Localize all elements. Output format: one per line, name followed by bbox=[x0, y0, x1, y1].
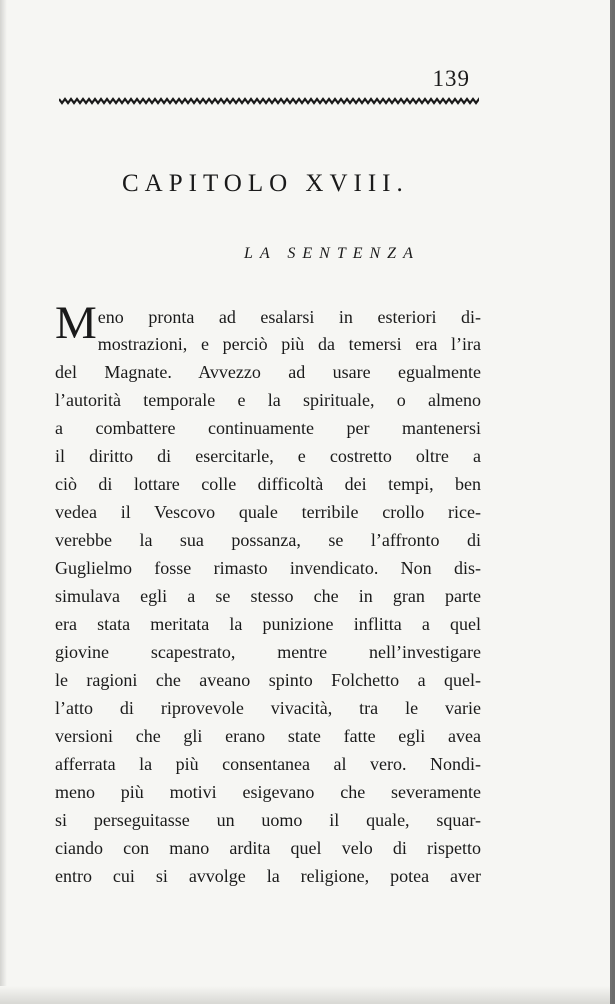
chapter-title: CAPITOLO XVIII. bbox=[122, 170, 409, 197]
page-number: 139 bbox=[432, 66, 470, 91]
text-line: a combattere continuamente per mantenersi bbox=[55, 418, 481, 438]
text-line: versioni che gli erano state fatte egli avea bbox=[55, 726, 481, 746]
text-line: simulava egli a se stesso che in gran parte bbox=[55, 586, 481, 606]
text-line: si perseguitasse un uomo il quale, squar- bbox=[55, 810, 481, 830]
text-line: ciando con mano ardita quel velo di rispetto bbox=[55, 838, 481, 858]
page-gutter-shadow bbox=[0, 0, 7, 1004]
text-line: del Magnate. Avvezzo ad usare egualmente bbox=[55, 362, 481, 382]
text-line: ciò di lottare colle difficoltà dei tempi, ben bbox=[55, 474, 481, 494]
text-line: l’autorità temporale e la spirituale, o almeno bbox=[55, 390, 481, 410]
text-line: Guglielmo fosse rimasto invendicato. Non dis- bbox=[55, 558, 481, 578]
page-bottom-shadow bbox=[0, 986, 610, 1004]
text-line: giovine scapestrato, mentre nell’investigare bbox=[55, 642, 481, 662]
text-line: meno più motivi esigevano che severamente bbox=[55, 782, 481, 802]
text-line: era stata meritata la punizione inflitta a quel bbox=[55, 614, 481, 634]
text-line: entro cui si avvolge la religione, potea aver bbox=[55, 866, 481, 886]
main-text bbox=[55, 297, 481, 890]
text-line: verebbe la sua possanza, se l’affronto di bbox=[55, 530, 481, 550]
text-line: vedea il Vescovo quale terribile crollo rice- bbox=[55, 502, 481, 522]
ornamental-rule bbox=[59, 95, 479, 107]
drop-cap: M bbox=[55, 297, 97, 349]
text-line: il diritto di esercitarle, e costretto oltre a bbox=[55, 446, 481, 466]
text-line: mostrazioni, e perciò più da temersi era l’ira bbox=[97, 334, 481, 354]
text-line: eno pronta ad esalarsi in esteriori di- bbox=[97, 307, 481, 327]
text-line: l’atto di riprovevole vivacità, tra le varie bbox=[55, 698, 481, 718]
text-line: afferrata la più consentanea al vero. Nondi- bbox=[55, 754, 481, 774]
text-line: le ragioni che aveano spinto Folchetto a quel- bbox=[55, 670, 481, 690]
section-title: LA SENTENZA bbox=[244, 245, 420, 262]
